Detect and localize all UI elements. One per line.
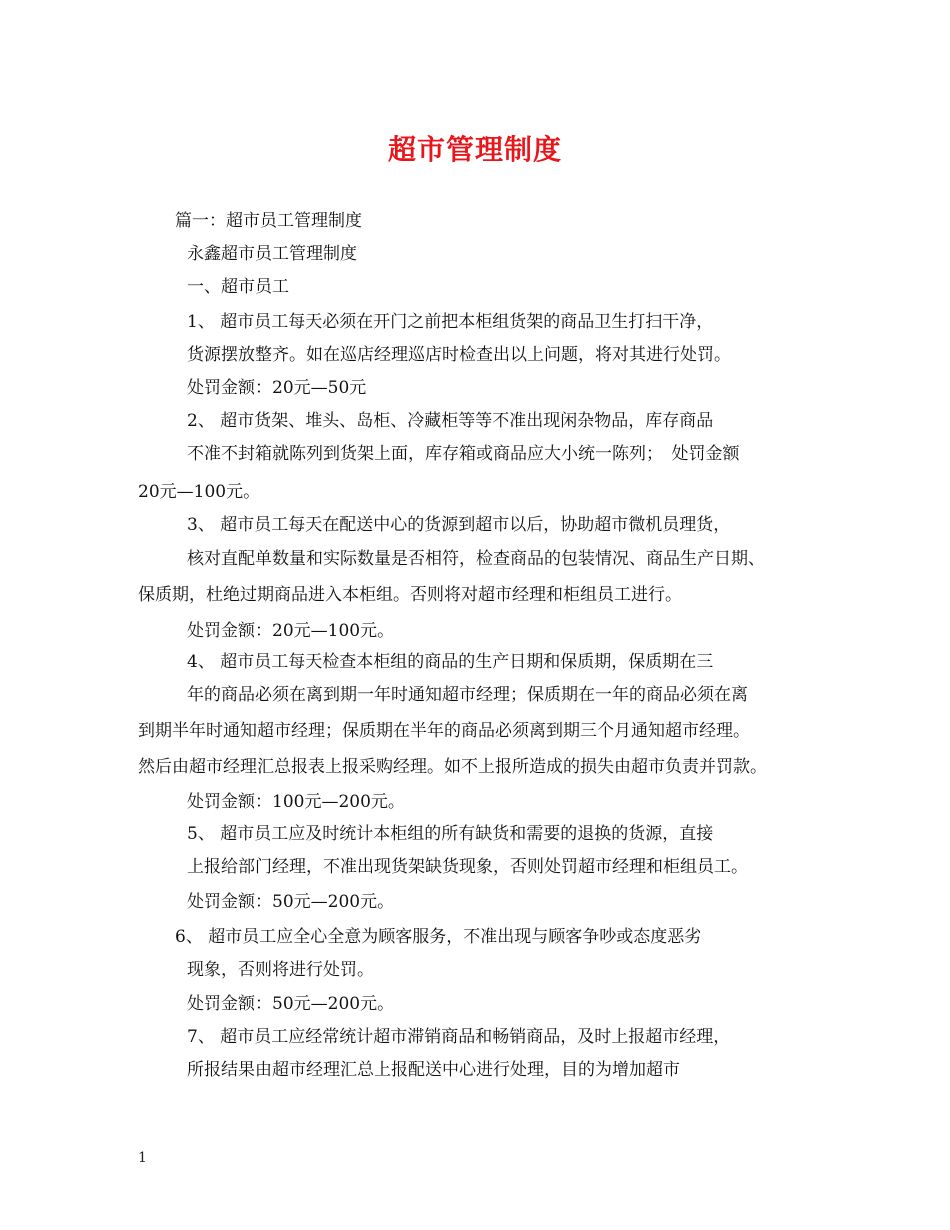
text-line: 处罚金额：20元—50元 [187, 378, 367, 398]
text-line: 处罚金额：50元—200元。 [187, 892, 395, 912]
document-title: 超市管理制度 [387, 133, 562, 166]
text-line: 永鑫超市员工管理制度 [187, 244, 357, 264]
text-line: 货源摆放整齐。如在巡店经理巡店时检查出以上问题，将对其进行处罚。 [187, 345, 731, 365]
text-line: 上报给部门经理，不准出现货架缺货现象，否则处罚超市经理和柜组员工。 [187, 857, 748, 877]
text-line: 20元—100元。 [138, 482, 261, 502]
text-line: 处罚金额：100元—200元。 [187, 792, 405, 812]
text-line: 6、 超市员工应全心全意为顾客服务，不准出现与顾客争吵或态度恶劣 [175, 927, 702, 947]
text-line: 所报结果由超市经理汇总上报配送中心进行处理，目的为增加超市 [187, 1060, 680, 1080]
text-line: 1、 超市员工每天必须在开门之前把本柜组货架的商品卫生打扫干净， [187, 312, 714, 332]
page-number: 1 [138, 1150, 147, 1166]
text-line: 2、 超市货架、堆头、岛柜、冷藏柜等等不准出现闲杂物品，库存商品 [187, 411, 714, 431]
text-line: 保质期，杜绝过期商品进入本柜组。否则将对超市经理和柜组员工进行。 [138, 585, 682, 605]
text-line: 处罚金额：50元—200元。 [187, 994, 395, 1014]
text-line: 3、 超市员工每天在配送中心的货源到超市以后，协助超市微机员理货， [187, 515, 731, 535]
text-line: 现象，否则将进行处罚。 [187, 960, 374, 980]
text-line: 然后由超市经理汇总报表上报采购经理。如不上报所造成的损失由超市负责并罚款。 [138, 757, 767, 777]
text-line: 5、 超市员工应及时统计本柜组的所有缺货和需要的退换的货源，直接 [187, 824, 714, 844]
text-line: 核对直配单数量和实际数量是否相符，检查商品的包装情况、商品生产日期、 [187, 549, 765, 569]
text-line: 7、 超市员工应经常统计超市滞销商品和畅销商品，及时上报超市经理， [187, 1027, 731, 1047]
text-line: 篇一：超市员工管理制度 [175, 211, 362, 231]
text-line: 到期半年时通知超市经理；保质期在半年的商品必须离到期三个月通知超市经理。 [138, 721, 750, 741]
text-line: 4、 超市员工每天检查本柜组的商品的生产日期和保质期，保质期在三 [187, 652, 714, 672]
text-line: 一、超市员工 [187, 277, 289, 297]
text-line: 处罚金额：20元—100元。 [187, 621, 395, 641]
text-line: 年的商品必须在离到期一年时通知超市经理；保质期在一年的商品必须在离 [187, 685, 748, 705]
text-line: 不准不封箱就陈列到货架上面，库存箱或商品应大小统一陈列； 处罚金额 [187, 444, 740, 464]
